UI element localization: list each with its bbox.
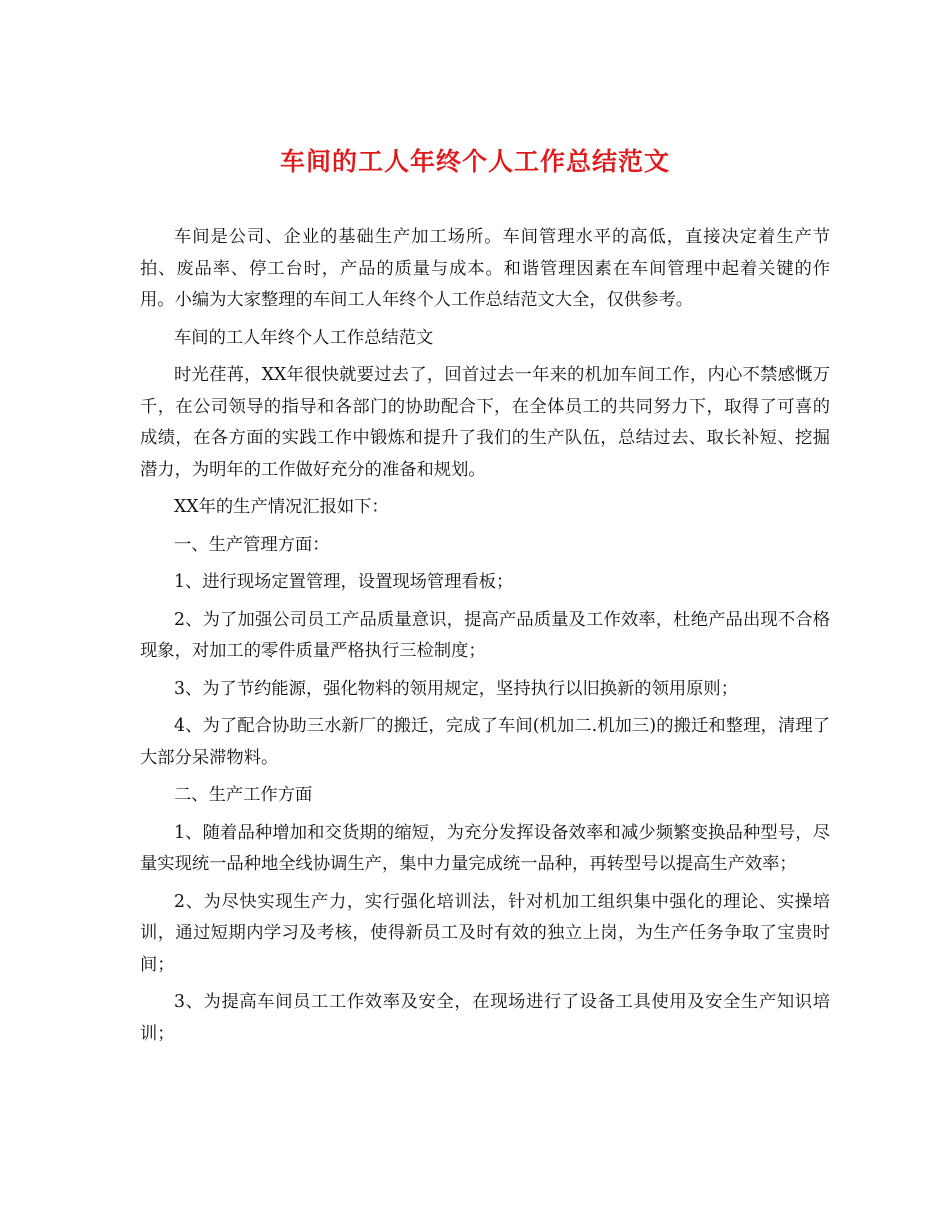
paragraph-subtitle: 车间的工人年终个人工作总结范文 — [174, 327, 434, 348]
list-item: 1、随着品种增加和交货期的缩短，为充分发挥设备效率和减少频繁变换品种型号，尽量实现统一品种地全线协调生产，集中力量完成统一品种，再转型号以提高生产效率； — [140, 822, 830, 874]
list-item: 1、进行现场定置管理，设置现场管理看板； — [174, 572, 514, 592]
paragraph-intro: 车间是公司、企业的基础生产加工场所。车间管理水平的高低，直接决定着生产节拍、废品率、停工台时，产品的质量与成本。和谐管理因素在车间管理中起着关键的作用。小编为大家整理的车间工人年终个人工作总结范文大全，仅供参考。 — [140, 227, 830, 310]
list-item: 3、为提高车间员工工作效率及安全，在现场进行了设备工具使用及安全生产知识培训； — [140, 992, 830, 1044]
list-item: 4、为了配合协助三水新厂的搬迁，完成了车间(机加二.机加三)的搬迁和整理，清理了大部分呆滞物料。 — [140, 716, 830, 768]
list-item: 3、为了节约能源，强化物料的领用规定，坚持执行以旧换新的领用原则； — [174, 678, 738, 699]
list-item: 2、为了加强公司员工产品质量意识，提高产品质量及工作效率，杜绝产品出现不合格现象，对加工的零件质量严格执行三检制度； — [140, 609, 830, 661]
section-heading-production: 二、生产工作方面 — [174, 785, 313, 805]
paragraph-opening: 时光荏苒，XX年很快就要过去了，回首过去一年来的机加车间工作，内心不禁感慨万千，在公司领导的指导和各部门的协助配合下，在全体员工的共同努力下，取得了可喜的成绩，在各方面的实践工作中锻炼和提升了我们的生产队伍，总结过去、取长补短、挖掘潜力，为明年的工作做好充分的准备和规划。 — [140, 365, 830, 480]
list-item: 2、为尽快实现生产力，实行强化培训法，针对机加工组织集中强化的理论、实操培训，通过短期内学习及考核，使得新员工及时有效的独立上岗，为生产任务争取了宝贵时间； — [140, 891, 830, 975]
document-title: 车间的工人年终个人工作总结范文 — [279, 147, 670, 176]
document-body — [140, 222, 830, 1056]
paragraph-report-heading: XX年的生产情况汇报如下： — [174, 497, 389, 517]
section-heading-management: 一、生产管理方面： — [174, 534, 330, 555]
